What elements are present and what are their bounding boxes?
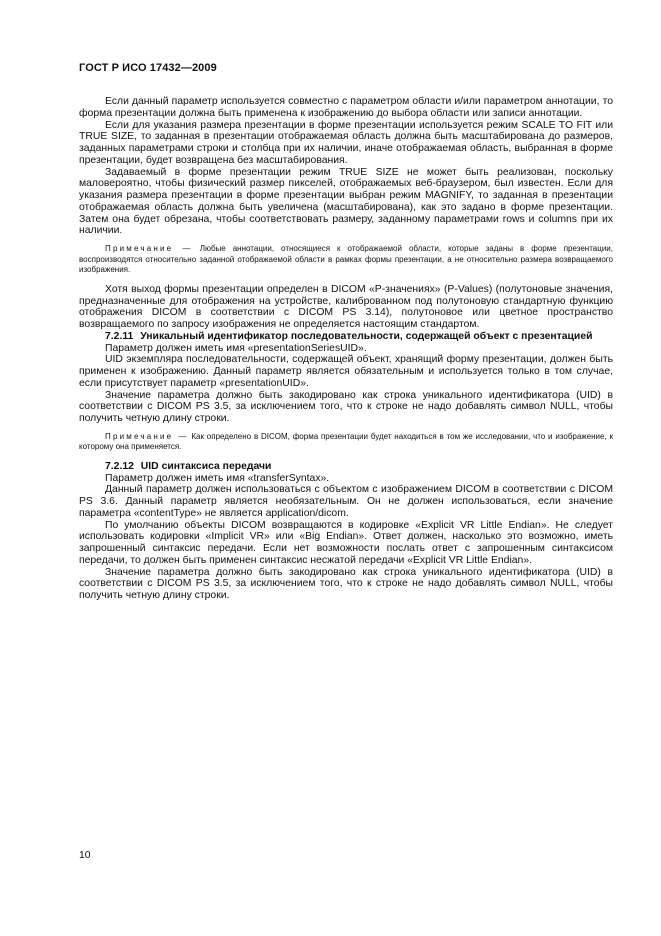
section-title: UID синтаксиса передачи (140, 460, 272, 472)
page-number: 10 (79, 850, 91, 861)
paragraph: Если данный параметр используется совместно с параметром области и/или параметром аннотации, то форма презентации должна быть применена к изображению до выбора области или записи аннотации. (79, 96, 613, 119)
paragraph: Параметр должен иметь имя «presentationSeriesUID». (105, 342, 367, 354)
paragraph: Значение параметра должно быть закодировано как строка уникального идентификатора (UID) в соответствии с DICOM PS 3.5, за исключением того, что к строке не надо добавлять символ NULL, чтобы получить четную длину строки. (79, 566, 613, 602)
note-label: Примечание — (105, 244, 193, 253)
paragraph: Задаваемый в форме презентации режим TRUE SIZE не может быть реализован, поскольку маловероятно, чтобы физический размер пикселей, отображаемых веб-браузером, был известен. Если для указания размера презентации в форме презентации выбран режим MAGNIFY, то заданная в презентации отображаемая область должна быть увеличена (масштабирована), как это задано в форме презентации. Затем она будет обрезана, чтобы соответствовать размеру, заданному параметрами rows и columns при их наличии. (79, 166, 613, 237)
paragraph: По умолчанию объекты DICOM возвращаются в кодировке «Explicit VR Little Endian». Не следует использовать кодировки «Implicit VR» или «Big Endian». Ответ должен, насколько это возможно, иметь запрошенный синтаксис передачи. Если нет возможности послать ответ с запрошенным синтаксисом передачи, то должен быть применен синтаксис несжатой передачи «Explicit VR Little Endian». (79, 519, 613, 566)
section-title: Уникальный идентификатор последовательности, содержащей объект с презентацией (140, 330, 593, 342)
note-label: Примечание — (105, 431, 189, 441)
note (79, 244, 613, 276)
paragraph: Параметр должен иметь имя «transferSyntax». (105, 472, 330, 484)
paragraph: UID экземпляра последовательности, содержащей объект, хранящий форму презентации, должен быть применен к изображению. Данный параметр является обязательным и используется только в том случае, если присутствует параметр «presentationUID». (79, 354, 613, 389)
note-text: Любые аннотации, относящиеся к отображаемой области, которые заданы в форме презентации, воспроизводятся относительно заданной отображаемой области в рамках формы презентации, а не относительно размера возвращаемого изображения. (79, 244, 613, 275)
section-number: 7.2.11 (105, 330, 134, 342)
section-heading (79, 461, 613, 473)
section-heading (79, 331, 613, 343)
paragraph: Значение параметра должно быть закодировано как строка уникального идентификатора (UID) в соответствии с DICOM PS 3.5, за исключением того, что к строке не надо добавлять символ NULL, чтобы получить четную длину строки. (79, 389, 613, 425)
note-text: Как определено в DICOM, форма презентации будет находиться в том же исследовании, что и изображение, к которому она применяется. (79, 431, 613, 452)
paragraph: Если для указания размера презентации в форме презентации используется режим SCALE TO FIT или TRUE SIZE, то заданная в презентации отображаемая область должна быть масштабирована до размеров, заданных параметрами строки и столбца при их наличии, иначе отображаемая область, выбранная в форме презентации, будет возвращена без масштабирования. (79, 119, 613, 166)
note (79, 432, 613, 453)
document-body (79, 96, 613, 602)
document-header: ГОСТ Р ИСО 17432—2009 (79, 62, 217, 74)
paragraph: Хотя выход формы презентации определен в DICOM «P-значениях» (P-Values) (полутоновые значения, предназначенные для отображения на устройстве, калиброванном под полутоновую стандартную функцию отображения DICOM в соответствии с DICOM PS 3.14), полутоновое или цветное пространство возвращаемого по запросу изображения не определяется настоящим стандартом. (79, 283, 613, 331)
section-number: 7.2.12 (105, 460, 134, 472)
paragraph: Данный параметр должен использоваться с объектом с изображением DICOM в соответствии с DICOM PS 3.6. Данный параметр является необязательным. Он не должен использоваться, если значение параметра «contentType» не является application/dicom. (79, 484, 613, 519)
